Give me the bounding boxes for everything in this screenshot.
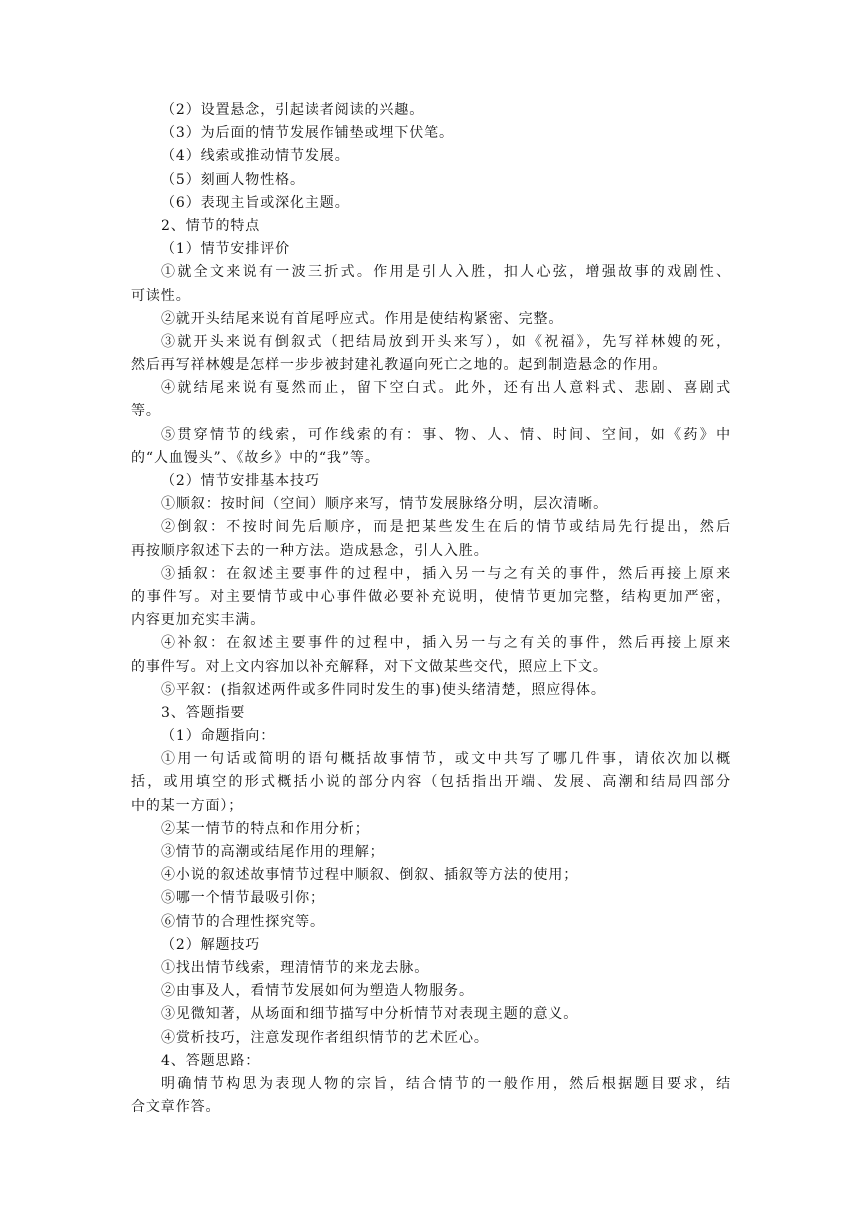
text-line: 的事件写。对主要情节或中心事件做必要补充说明，使情节更加完整，结构更加严密，: [131, 588, 731, 605]
text-line: 然后再写祥林嫂是怎样一步步被封建礼教逼向死亡之地的。起到制造悬念的作用。: [131, 357, 668, 374]
text-line: ③插叙：在叙述主要事件的过程中，插入另一与之有关的事件，然后再接上原来: [161, 565, 731, 582]
text-line: ③情节的高潮或结尾作用的理解；: [161, 844, 385, 860]
text-line: 合文章作答。: [131, 1099, 221, 1116]
text-line: ①用一句话或简明的语句概括故事情节，或文中共写了哪几件事，请依次加以概: [161, 751, 731, 768]
text-line: ①找出情节线索，理清情节的来龙去脉。: [161, 959, 430, 976]
text-line: （2）情节安排基本技巧: [161, 473, 320, 489]
text-line: （2）解题技巧: [161, 936, 261, 953]
text-line: 中的某一方面）；: [131, 797, 244, 814]
text-line: ⑤贯穿情节的线索，可作线索的有：事、物、人、情、时间、空间，如《药》中: [161, 426, 731, 443]
text-line: （2）设置悬念，引起读者阅读的兴趣。: [161, 102, 425, 118]
document-page: [131, 99, 731, 1119]
text-line: 括，或用填空的形式概括小说的部分内容（包括指出开端、发展、高潮和结局四部分: [131, 774, 731, 791]
text-line: （1）情节安排评价: [161, 241, 291, 258]
text-line: ④补叙：在叙述主要事件的过程中，插入另一与之有关的事件，然后再接上原来: [161, 635, 731, 652]
text-line: 4、答题思路：: [161, 1052, 261, 1069]
text-line: 再按顺序叙述下去的一种方法。造成悬念，引人入胜。: [131, 542, 489, 559]
text-line: ②倒叙：不按时间先后顺序，而是把某些发生在后的情节或结局先行提出，然后: [161, 519, 731, 536]
text-line: ④就结尾来说有戛然而止，留下空白式。此外，还有出人意料式、悲剧、喜剧式: [161, 380, 731, 397]
text-line: ①顺叙：按时间（空间）顺序来写，情节发展脉络分明，层次清晰。: [161, 496, 608, 513]
text-line: （6）表现主旨或深化主题。: [161, 194, 350, 211]
text-line: ⑤哪一个情节最吸引你；: [161, 890, 325, 907]
text-line: （4）线索或推动情节发展。: [161, 148, 350, 165]
text-line: 3、答题指要: [161, 704, 246, 721]
text-line: （3）为后面的情节发展作铺垫或埋下伏笔。: [161, 125, 454, 142]
text-line: （1）命题指向：: [161, 728, 276, 745]
text-line: ②由事及人，看情节发展如何为塑造人物服务。: [161, 983, 474, 1000]
text-line: （5）刻画人物性格。: [161, 171, 305, 188]
text-line: ①就全文来说有一波三折式。作用是引人入胜，扣人心弦，增强故事的戏剧性、: [161, 264, 731, 281]
text-line: ⑤平叙：(指叙述两件或多件同时发生的事)使头绪清楚，照应得体。: [161, 681, 606, 698]
text-line: 2、情节的特点: [161, 217, 261, 234]
text-line: ③见微知著，从场面和细节描写中分析情节对表现主题的意义。: [161, 1006, 579, 1023]
text-line: ⑥情节的合理性探究等。: [161, 913, 325, 930]
text-line: ②某一情节的特点和作用分析；: [161, 820, 370, 837]
text-line: 可读性。: [131, 287, 191, 304]
text-line: 明确情节构思为表现人物的宗旨，结合情节的一般作用，然后根据题目要求，结: [161, 1075, 731, 1092]
text-line: ②就开头结尾来说有首尾呼应式。作用是使结构紧密、完整。: [161, 310, 564, 327]
text-line: ④小说的叙述故事情节过程中顺叙、倒叙、插叙等方法的使用；: [161, 867, 579, 884]
text-line: ③就开头来说有倒叙式（把结局放到开头来写），如《祝福》，先写祥林嫂的死，: [161, 333, 731, 350]
text-line: 内容更加充实丰满。: [131, 612, 266, 629]
text-line: 的事件写。对上文内容加以补充解释，对下文做某些交代，照应上下文。: [131, 658, 608, 675]
text-line: ④赏析技巧，注意发现作者组织情节的艺术匠心。: [161, 1029, 489, 1046]
text-line: 等。: [131, 403, 161, 420]
text-line: 的“人血馒头”、《故乡》中的“我”等。: [131, 449, 380, 466]
